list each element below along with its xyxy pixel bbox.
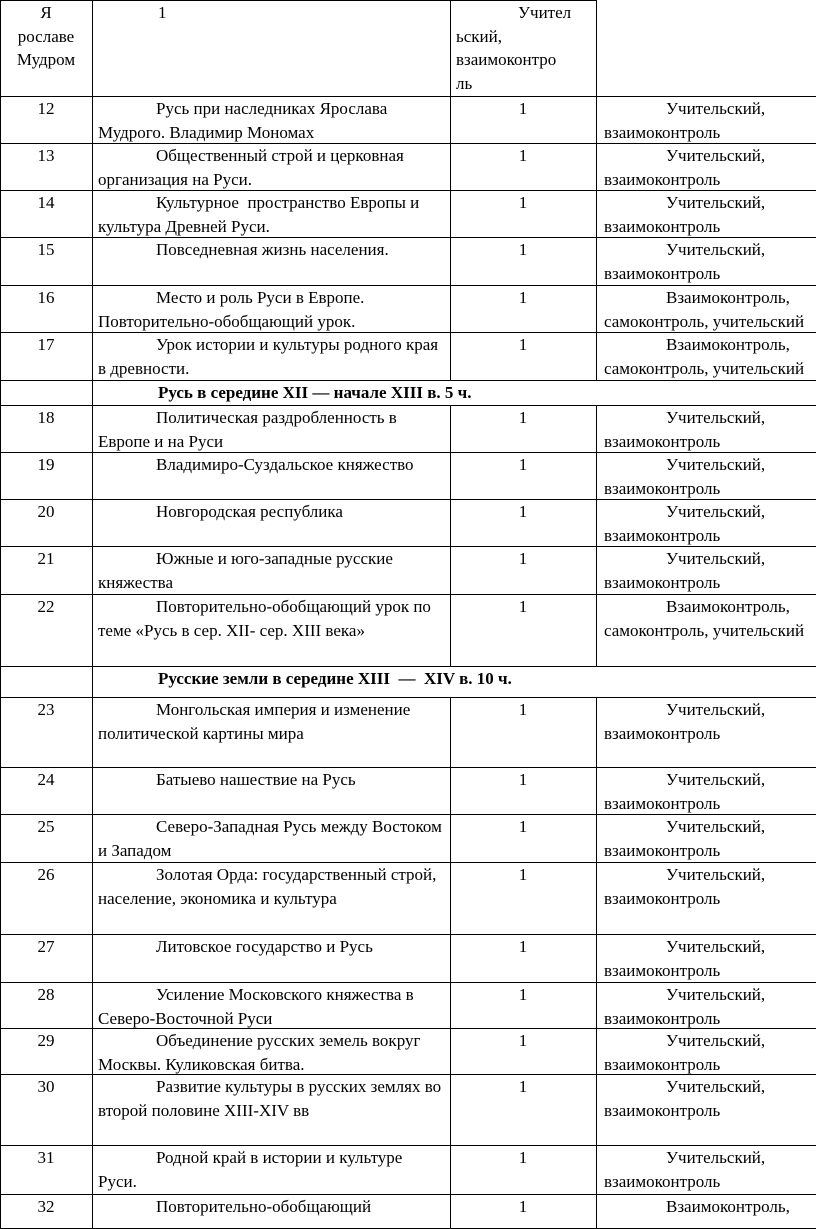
column-divider: [92, 0, 93, 96]
lesson-hours: 1: [518, 193, 528, 212]
lesson-hours: 1: [518, 1148, 528, 1167]
lesson-hours: 1: [518, 455, 528, 474]
lesson-hours: 1: [518, 288, 528, 307]
lesson-topic: Усиление Московского княжества в Северо-Восточной Руси: [98, 985, 418, 1028]
lesson-number: 24: [37, 770, 55, 789]
column-divider: [596, 0, 597, 96]
control-form: Учительский, взаимоконтроль: [604, 817, 766, 860]
lesson-hours: 1: [518, 1197, 528, 1216]
lesson-number: 15: [37, 240, 55, 259]
control-form: Учительский, взаимоконтроль: [604, 1148, 766, 1191]
lesson-topic: Золотая Орда: государственный строй, население, экономика и культура: [98, 865, 441, 908]
lesson-number: 16: [37, 288, 55, 307]
lesson-number: 14: [37, 193, 55, 212]
control-form: Учительский, взаимоконтроль: [604, 937, 766, 980]
lesson-number: 30: [37, 1077, 55, 1096]
lesson-topic: Литовское государство и Русь: [156, 937, 373, 956]
control-form: Учительский, взаимоконтроль: [604, 240, 766, 283]
lesson-topic: Северо-Западная Русь между Востоком и Западом: [98, 817, 447, 860]
lesson-hours: 1: [518, 597, 528, 616]
lesson-number: 23: [37, 700, 55, 719]
lesson-number: 27: [37, 937, 55, 956]
control-form: Учительский, взаимоконтроль: [604, 700, 766, 743]
lesson-hours: 1: [518, 146, 528, 165]
control-form: Взаимоконтроль, самоконтроль, учительский: [604, 597, 805, 640]
lesson-hours: 1: [518, 770, 528, 789]
lesson-hours: 1: [518, 865, 528, 884]
control-form: Взаимоконтроль,: [666, 1197, 790, 1216]
lesson-number: 29: [37, 1031, 55, 1050]
lesson-topic: Политическая раздробленность в Европе и на Руси: [98, 408, 402, 451]
lesson-number: 22: [37, 597, 55, 616]
lesson-topic: Монгольская империя и изменение политической картины мира: [98, 700, 415, 743]
lesson-topic: Южные и юго-западные русские княжества: [98, 549, 398, 592]
lesson-topic: Батыево нашествие на Русь: [156, 770, 356, 789]
lesson-hours: 1: [518, 700, 528, 719]
control-form: Учительский, взаимоконтроль: [604, 985, 766, 1028]
lesson-topic: Русь при наследниках Ярослава Мудрого. Владимир Мономах: [98, 99, 392, 142]
lesson-topic: Развитие культуры в русских землях во второй половине XIII-XIV вв: [98, 1077, 446, 1120]
lesson-number: 19: [37, 455, 55, 474]
lesson-hours: 1: [518, 502, 528, 521]
control-form: Учительский, взаимоконтроль: [604, 549, 766, 592]
lesson-number: 32: [37, 1197, 55, 1216]
lesson-number: 12: [37, 99, 55, 118]
control-form: Учительский, взаимоконтроль: [604, 1077, 766, 1120]
lesson-hours: 1: [518, 335, 528, 354]
lesson-topic: Урок истории и культуры родного края в древности.: [98, 335, 443, 378]
lesson-topic: Повторительно-обобщающий: [156, 1197, 372, 1216]
lesson-number: 28: [37, 985, 55, 1004]
lesson-hours: 1: [518, 549, 528, 568]
control-form: Учительский, взаимоконтроль: [604, 193, 766, 236]
column-divider: [0, 0, 1, 1229]
lesson-number: 13: [37, 146, 55, 165]
lesson-hours: 1: [518, 99, 528, 118]
lesson-number: 26: [37, 865, 55, 884]
header-topic-fragment: Я рославе Мудром: [16, 3, 76, 69]
control-form: Учительский, взаимоконтроль: [604, 502, 766, 545]
lesson-topic: Культурное пространство Европы и культура Древней Руси.: [98, 193, 424, 236]
lesson-topic: Новгородская республика: [156, 502, 343, 521]
header-hours: 1: [158, 3, 167, 22]
control-form: Учительский, взаимоконтроль: [604, 770, 766, 813]
lesson-number: 21: [37, 549, 55, 568]
lesson-topic: Место и роль Руси в Европе. Повторительно-обобщающий урок.: [98, 288, 369, 331]
header-control: Учител ьский, взаимоконтро ль: [456, 3, 572, 93]
lesson-hours: 1: [518, 408, 528, 427]
lesson-topic: Общественный строй и церковная организация на Руси.: [98, 146, 409, 189]
lesson-hours: 1: [518, 985, 528, 1004]
lesson-number: 18: [37, 408, 55, 427]
lesson-hours: 1: [518, 817, 528, 836]
lesson-hours: 1: [518, 937, 528, 956]
lesson-number: 25: [37, 817, 55, 836]
column-divider: [450, 0, 451, 96]
control-form: Учительский, взаимоконтроль: [604, 146, 766, 189]
lesson-topic: Родной край в истории и культуре Руси.: [98, 1148, 407, 1191]
lesson-hours: 1: [518, 1077, 528, 1096]
control-form: Взаимоконтроль, самоконтроль, учительский: [604, 335, 805, 378]
lesson-topic: Объединение русских земель вокруг Москвы. Куликовская битва.: [98, 1031, 425, 1074]
lesson-number: 20: [37, 502, 55, 521]
section-heading: Русь в середине XII — начале XIII в. 5 ч.: [158, 383, 472, 402]
control-form: Учительский, взаимоконтроль: [604, 1031, 766, 1074]
lesson-number: 17: [37, 335, 55, 354]
lesson-hours: 1: [518, 240, 528, 259]
lesson-topic: Повторительно-обобщающий урок по теме «Русь в сер. XII- сер. XIII века»: [98, 597, 436, 640]
row-divider: [0, 0, 596, 1]
section-heading: Русские земли в середине XIII — XIV в. 10 ч.: [158, 669, 512, 688]
lesson-topic: Повседневная жизнь населения.: [156, 240, 389, 259]
control-form: Учительский, взаимоконтроль: [604, 408, 766, 451]
control-form: Учительский, взаимоконтроль: [604, 865, 766, 908]
lesson-topic: Владимиро-Суздальское княжество: [156, 455, 414, 474]
control-form: Взаимоконтроль, самоконтроль, учительский: [604, 288, 805, 331]
lesson-number: 31: [37, 1148, 55, 1167]
control-form: Учительский, взаимоконтроль: [604, 455, 766, 498]
lesson-hours: 1: [518, 1031, 528, 1050]
control-form: Учительский, взаимоконтроль: [604, 99, 766, 142]
